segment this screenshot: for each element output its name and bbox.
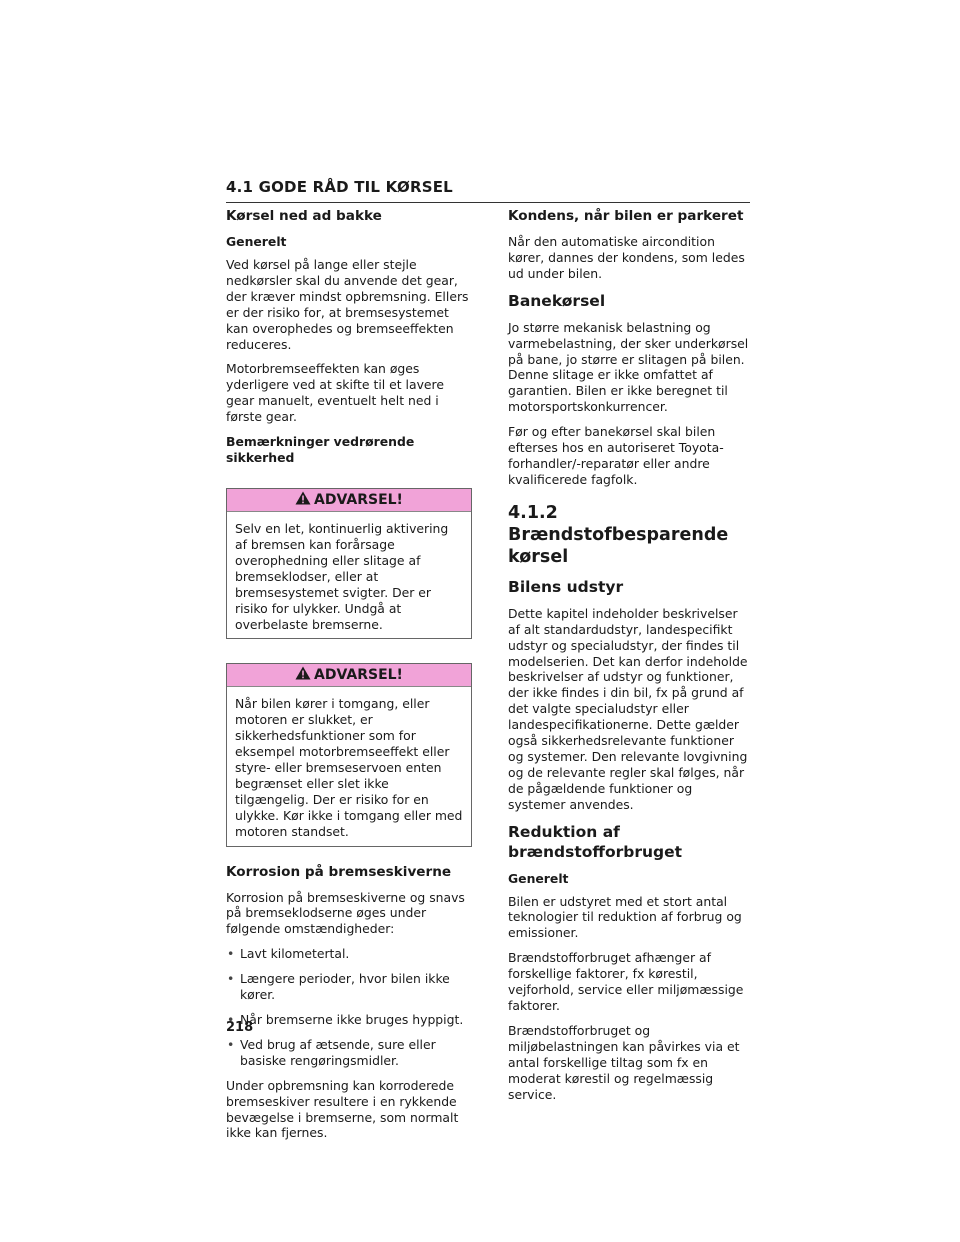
downhill-title: Kørsel ned ad bakke xyxy=(226,208,382,224)
corrosion-paragraph-2: Under opbremsning kan korroderede bremseskiver resultere i en rykkende bevægelse i bremserne, som normalt ikke kan fjernes. xyxy=(226,1077,459,1141)
warning-triangle-icon xyxy=(295,491,311,505)
track-paragraph-2: Før og efter banekørsel skal bilen efterses hos en autoriseret Toyota-forhandler/-reparatør eller andre kvalificerede fagfolk. xyxy=(508,424,724,487)
downhill-paragraph-1: Ved kørsel på lange eller stejle nedkørsler skal du anvende det gear, der kræver mindst opbremsning. Ellers er der risiko for, at bremsesystemet kan overophedes og bremseeffekten reduceres. xyxy=(226,257,469,352)
warning-text: Selv en let, kontinuerlig aktivering af bremsen kan forårsage overophedning eller slitage af bremseklodser, eller at bremsesystemet svigter. Der er risiko for ulykker. Undgå at overbelaste bremserne. xyxy=(235,521,449,632)
warning-title: ADVARSEL! xyxy=(314,492,403,509)
left-column xyxy=(226,207,472,1150)
warning-title-bar xyxy=(227,664,471,687)
warning-title-bar xyxy=(227,489,471,512)
warning-box-brakes xyxy=(226,488,472,639)
corrosion-title: Korrosion på bremseskiverne xyxy=(226,863,452,880)
downhill-paragraph-2: Motorbremseeffekten kan øges yderligere ved at skifte til et lavere gear manuelt, eventuelt helt ned i første gear. xyxy=(226,361,444,425)
warning-box-idle xyxy=(226,663,472,846)
fuel-reduction-subheading: Generelt xyxy=(508,870,569,886)
safety-notes-subheading: Bemærkninger vedrørende sikkerhed xyxy=(226,434,415,466)
track-driving-title: Banekørsel xyxy=(508,291,606,310)
equipment-title: Bilens udstyr xyxy=(508,577,624,596)
corrosion-paragraph-1: Korrosion på bremseskiverne og snavs på bremseklodserne øges under følgende omstændigheder: xyxy=(226,889,465,937)
warning-triangle-icon xyxy=(295,666,311,680)
page-number: 218 xyxy=(226,1020,254,1035)
corrosion-list xyxy=(226,946,472,1068)
fuel-reduction-paragraph-2: Brændstofforbruget afhænger af forskellige faktorer, fx kørestil, vejforhold, service eller miljømæssige faktorer. xyxy=(508,950,744,1013)
warning-title: ADVARSEL! xyxy=(314,667,403,684)
fuel-reduction-paragraph-1: Bilen er udstyret med et stort antal teknologier til reduktion af forbrug og emissioner. xyxy=(508,893,742,941)
warning-text: Når bilen kører i tomgang, eller motoren er slukket, er sikkerhedsfunktioner som for eksempel motorbremseeffekt eller styre- eller bremseservoen enten begrænset eller slet ikke tilgængelig. Der er risiko for en ulykke. Kør ikke i tomgang eller med motoren standset. xyxy=(235,696,463,839)
section-header: 4.1 GODE RÅD TIL KØRSEL xyxy=(226,178,750,203)
equipment-paragraph: Dette kapitel indeholder beskrivelser af alt standardudstyr, landespecifikt udstyr og specialudstyr, der findes til modelserien. Det kan derfor indeholde beskrivelser af udstyr og funktioner, der ikke findes i din bil, fx på grund af det valgte specialudstyr eller landespecifikationerne. Dette gælder også sikkerhedsrelevante funktioner og systemer. Den relevante lovgivning og de relevante regler skal følges, når de pågældende funktioner og systemer anvendes. xyxy=(508,605,748,812)
fuel-reduction-title: Reduktion af brændstofforbruget xyxy=(508,822,683,861)
condensation-paragraph: Når den automatiske aircondition kører, dannes der kondens, som ledes ud under bilen. xyxy=(508,234,745,281)
list-item: • Ved brug af ætsende, sure eller basiske rengøringsmidler. xyxy=(226,1037,472,1069)
track-paragraph-1: Jo større mekanisk belastning og varmebelastning, der sker underkørsel på bane, jo større er slitagen på bilen. Denne slitage er ikke omfattet af garantien. Bilen er ikke beregnet til motorsportskonkurrencer. xyxy=(508,319,749,415)
condensation-title: Kondens, når bilen er parkeret xyxy=(508,208,744,224)
fuel-reduction-paragraph-3: Brændstofforbruget og miljøbelastningen kan påvirkes via et antal forskellige tiltag som fx en moderat kørestil og regelmæssig service. xyxy=(508,1022,740,1102)
list-item: • Længere perioder, hvor bilen ikke kører. xyxy=(226,971,472,1003)
list-item: • Lavt kilometertal. xyxy=(226,946,472,962)
downhill-subheading-general: Generelt xyxy=(226,234,287,249)
right-column xyxy=(508,207,752,1111)
list-item: • Når bremserne ikke bruges hyppigt. xyxy=(226,1012,472,1028)
fuel-saving-section-title: 4.1.2 Brændstofbesparende kørsel xyxy=(508,502,729,567)
